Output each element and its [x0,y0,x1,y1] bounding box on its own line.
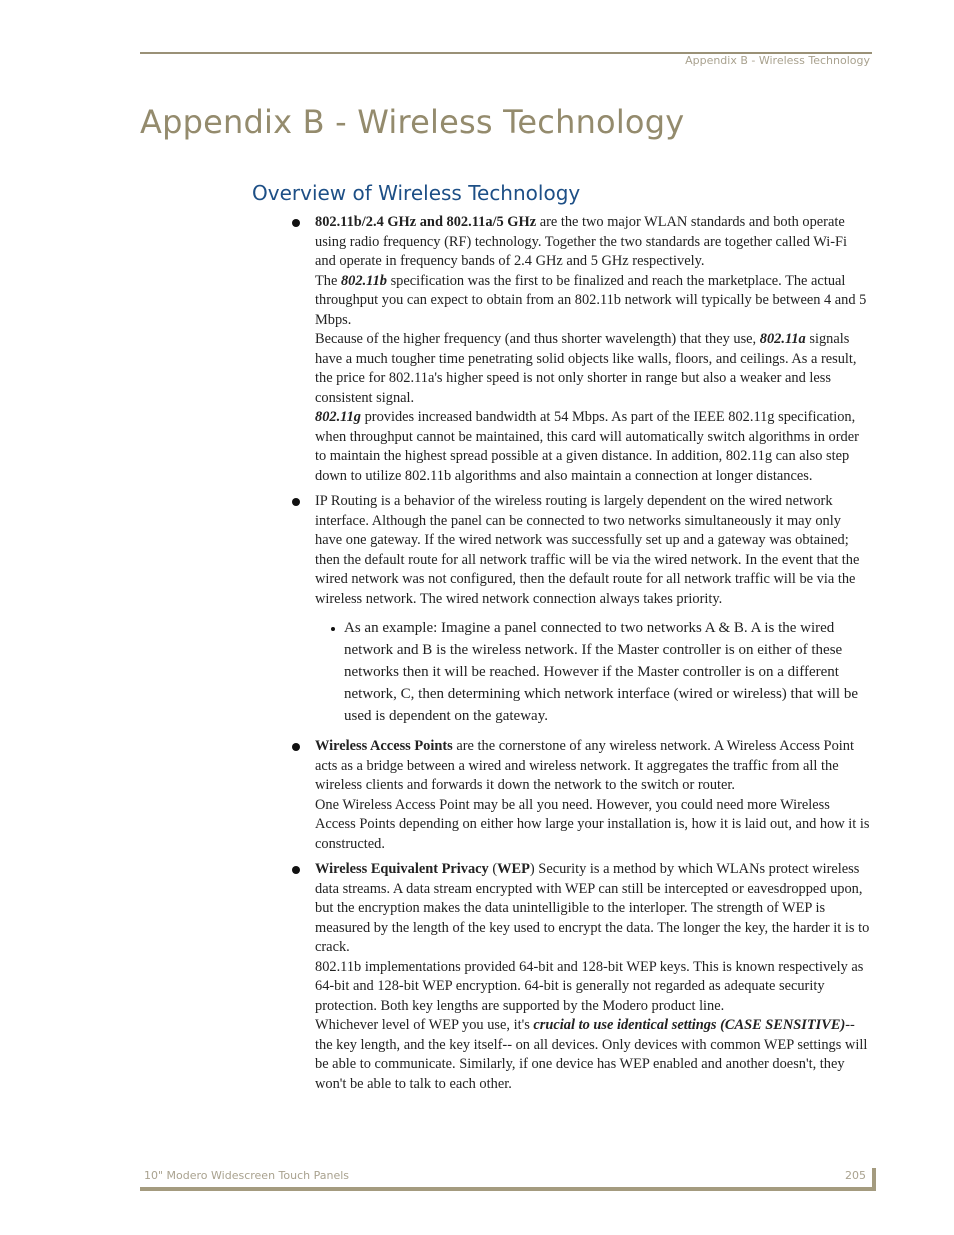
paragraph [315,330,871,408]
bullet-dot-icon [292,498,300,506]
paragraph [315,737,871,796]
text: specification was the first to be finalized and reach the marketplace. The actual throughput you can expect to obtain from an 802.11b network will typically be between 4 and 5 Mbps. [315,272,867,328]
bold-term: WEP [497,861,530,877]
footer-title: 10" Modero Widescreen Touch Panels [144,1169,350,1182]
paragraph [315,408,871,486]
paragraph: As an example: Imagine a panel connected to two networks A & B. A is the wired network and B is the wireless network. If the Master controller is on either of these networks then it will be reached. However if the Master controller is on a different network, C, then determining which network interface (wired or wireless) that will be used is dependent on the gateway. [344,620,859,724]
text: -- the key length, and the key itself-- on all devices. Only devices with common WEP settings will be able to communicate. Similarly, if one device has WEP enabled and another doesn't, they won't be able to talk to each other. [315,1017,868,1092]
chapter-title: Appendix B - Wireless Technology [140,103,685,141]
paragraph [315,1016,871,1094]
bold-italic-term: 802.11g [315,409,361,425]
bullet-wep [315,860,871,1094]
bold-term: 802.11b/2.4 GHz and 802.11a/5 GHz [315,214,537,230]
text: The [315,272,341,289]
text: Whichever level of WEP you use, it's [315,1017,534,1033]
text: are the cornerstone of any wireless network. A Wireless Access Point acts as a bridge between a wired and wireless network. It aggregates the traffic from all the wireless clients and forwards it down the network to the switch or router. [315,738,854,793]
sub-bullet-example [344,617,871,727]
bullet-dot-icon [292,743,300,751]
bullet-dot-icon [292,219,300,227]
running-head: Appendix B - Wireless Technology [685,54,870,67]
text: signals have a much tougher time penetrating solid objects like walls, floors, and ceilings. As a result, the price for 802.11a's higher speed is not only shorter in range but also a weaker and less consistent signal. [315,331,857,406]
bold-italic-term: crucial to use identical settings (CASE SENSITIVE) [533,1017,846,1033]
bold-term: Wireless Access Points [315,738,453,754]
text: are the two major WLAN standards and both operate using radio frequency (RF) technology. Together the two standards are together called Wi-Fi and operate in frequency bands of 2.4 GHz and 5 GHz respectively. [315,214,848,269]
sub-bullet-dot-icon [331,627,335,631]
paragraph [315,860,871,958]
page-number: 205 [845,1169,866,1182]
bullet-dot-icon [292,866,300,874]
paragraph: IP Routing is a behavior of the wireless routing is largely dependent on the wired network interface. Although the panel can be connected to two networks simultaneously it may only have one gateway. If the wired network was successfully set up and a gateway was obtained; then the default route for all network traffic will be via the wired network. In the event that the wired network was not configured, then the default route for all network traffic will be via the wireless network. The wired network connection always takes priority. [315,493,860,607]
text: provides increased bandwidth at 54 Mbps. As part of the IEEE 802.11g specification, when throughput cannot be maintained, this card will automatically switch algorithms in order to maintain the highest spread possible at a given distance. In addition, 802.11g can also step down to utilize 802.11b algorithms and also maintain a connection at longer distances. [315,409,859,484]
bold-term: Wireless Equivalent Privacy [315,861,489,877]
footer-rule [140,1187,876,1191]
bold-italic-term: 802.11a [759,331,806,347]
text: ) Security is a method by which WLANs protect wireless data streams. A data stream encrypted with WEP can still be intercepted or eavesdropped upon, but the encryption makes the data unintelligible to the interloper. The strength of WEP is measured by the length of the key used to encrypt the data. The longer the key, the harder it is to crack. [315,861,870,955]
paragraph: 802.11b implementations provided 64-bit and 128-bit WEP keys. This is known respectively as 64-bit and 128-bit WEP encryption. 64-bit is generally not regarded as adequate security protection. Both key lengths are supported by the Modero product line. [315,958,864,1014]
bold-italic-term: 802.11b [340,272,387,289]
paragraph: One Wireless Access Point may be all you need. However, you could need more Wireless Access Points depending on either how large your installation is, how it is laid out, and how it is constructed. [315,796,870,852]
section-title: Overview of Wireless Technology [252,181,581,205]
bullet-wlan-standards [315,213,871,486]
document-body [315,213,871,1100]
bullet-access-points [315,737,871,854]
text: ( [488,861,498,877]
footer-tick [872,1168,876,1189]
paragraph [315,272,871,331]
paragraph [315,213,871,272]
bullet-ip-routing [315,492,871,727]
text: Because of the higher frequency (and thus shorter wavelength) that they use, [315,331,760,347]
